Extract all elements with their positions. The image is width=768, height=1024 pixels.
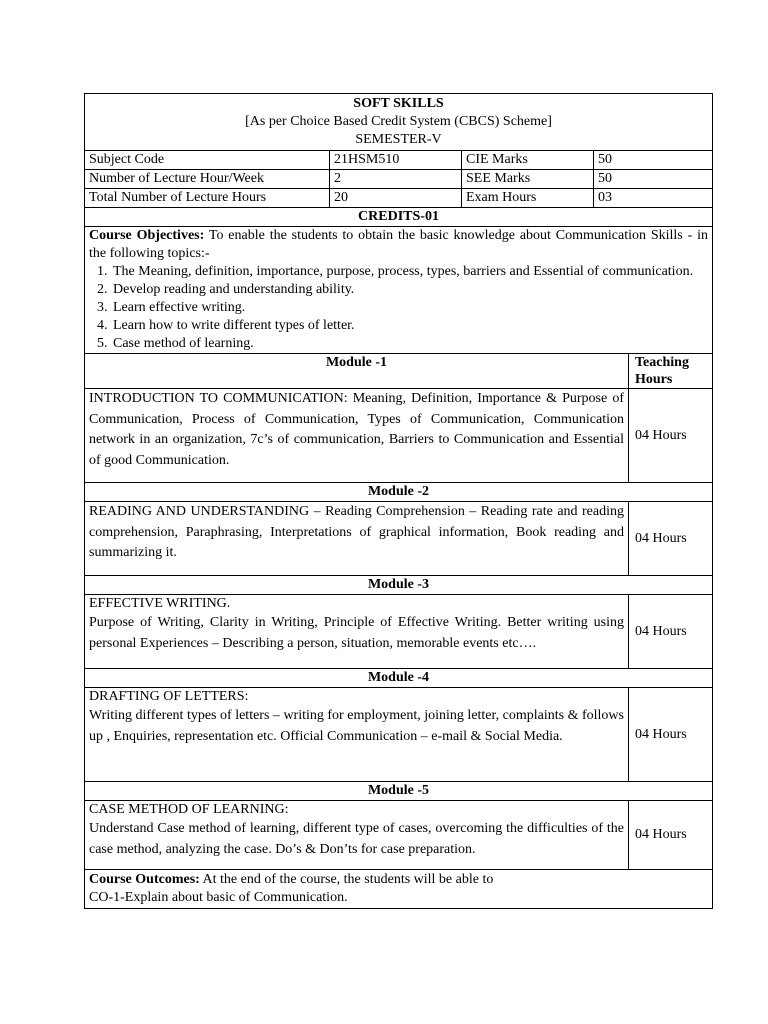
module-body: INTRODUCTION TO COMMUNICATION: Meaning, Definition, Importance & Purpose of Communication, Process of Communication, Types of Communication, Communication network in an organization, 7c’s of communication, Barriers to Communication and Essential of good Communication. (85, 389, 629, 483)
list-item: 5. Case method of learning. (111, 335, 708, 353)
outcome-co1: CO-1-Explain about basic of Communication. (89, 890, 348, 905)
module-hours: 04 Hours (629, 389, 713, 483)
list-item: 3. Learn effective writing. (111, 299, 708, 317)
info-label: Exam Hours (462, 189, 594, 208)
module-heading: EFFECTIVE WRITING. (89, 596, 231, 611)
outcomes-cell (85, 870, 713, 909)
module-4-title-row (85, 669, 713, 688)
info-value: 2 (330, 170, 462, 189)
module-4-body-row (85, 688, 713, 782)
module-hours: 04 Hours (629, 801, 713, 870)
module-hours: 04 Hours (629, 688, 713, 782)
module-title: Module -5 (85, 782, 713, 801)
module-body-cell (85, 595, 629, 669)
objectives-intro-text: To enable the students to obtain the basic knowledge about Communication Skills - in the following topics:- (89, 228, 709, 261)
module-3-title-row (85, 576, 713, 595)
module-body: Purpose of Writing, Clarity in Writing, Principle of Effective Writing. Better writing using personal Experiences – Describing a person, situation, memorable events etc…. (89, 615, 624, 651)
objectives-label: Course Objectives: (89, 228, 205, 243)
module-2-title-row (85, 483, 713, 502)
info-label: SEE Marks (462, 170, 594, 189)
info-value: 20 (330, 189, 462, 208)
list-item: 2. Develop reading and understanding ability. (111, 281, 708, 299)
objectives-row (85, 227, 713, 354)
outcomes-label: Course Outcomes: (89, 872, 200, 887)
info-label: Total Number of Lecture Hours (85, 189, 330, 208)
module-body-cell (85, 801, 629, 870)
syllabus-table (84, 93, 713, 909)
info-row-subject-code (85, 151, 713, 170)
info-value: 03 (594, 189, 713, 208)
info-label: Subject Code (85, 151, 330, 170)
credits-cell: CREDITS-01 (85, 208, 713, 227)
info-value: 50 (594, 151, 713, 170)
module-body: READING AND UNDERSTANDING – Reading Comprehension – Reading rate and reading comprehension, Paraphrasing, Interpretations of graphical information, Book reading and summarizing it. (85, 502, 629, 576)
objectives-list (89, 263, 708, 353)
header-cell (85, 94, 713, 151)
module-hours: 04 Hours (629, 595, 713, 669)
module-title: Module -3 (85, 576, 713, 595)
outcomes-intro-text: At the end of the course, the students will be able to (199, 872, 494, 887)
outcomes-row (85, 870, 713, 909)
module-body-cell (85, 688, 629, 782)
module-5-title-row (85, 782, 713, 801)
module-heading: DRAFTING OF LETTERS: (89, 689, 249, 704)
module-title: Module -2 (85, 483, 713, 502)
info-row-total-lecture-hours (85, 189, 713, 208)
outcomes-intro (89, 871, 708, 889)
module-title: Module -1 (85, 354, 629, 389)
module-heading: CASE METHOD OF LEARNING: (89, 802, 289, 817)
credits-row (85, 208, 713, 227)
syllabus-page (84, 93, 712, 909)
module-5-body-row (85, 801, 713, 870)
objectives-intro (89, 227, 708, 263)
module-body: Understand Case method of learning, different type of cases, overcoming the difficulties of the case method, analyzing the case. Do’s & Don’ts for case preparation. (89, 821, 624, 857)
info-label: Number of Lecture Hour/Week (85, 170, 330, 189)
info-row-lecture-hours-week (85, 170, 713, 189)
module-hours: 04 Hours (629, 502, 713, 576)
course-title: SOFT SKILLS (353, 96, 444, 111)
module-body: Writing different types of letters – writing for employment, joining letter, complaints & follows up , Enquiries, representation etc. Official Communication – e-mail & Social Media. (89, 708, 624, 744)
info-value: 50 (594, 170, 713, 189)
module-1-title-row (85, 354, 713, 389)
info-value: 21HSM510 (330, 151, 462, 170)
module-3-body-row (85, 595, 713, 669)
module-2-body-row (85, 502, 713, 576)
list-item: 4. Learn how to write different types of letter. (111, 317, 708, 335)
objectives-cell (85, 227, 713, 354)
header-row (85, 94, 713, 151)
semester-line: SEMESTER-V (355, 132, 442, 147)
list-item: 1. The Meaning, definition, importance, purpose, process, types, barriers and Essential of communication. (111, 263, 708, 281)
module-title: Module -4 (85, 669, 713, 688)
scheme-line: [As per Choice Based Credit System (CBCS) Scheme] (245, 114, 552, 129)
module-1-body-row (85, 389, 713, 483)
teaching-hours-header: Teaching Hours (629, 354, 713, 389)
info-label: CIE Marks (462, 151, 594, 170)
